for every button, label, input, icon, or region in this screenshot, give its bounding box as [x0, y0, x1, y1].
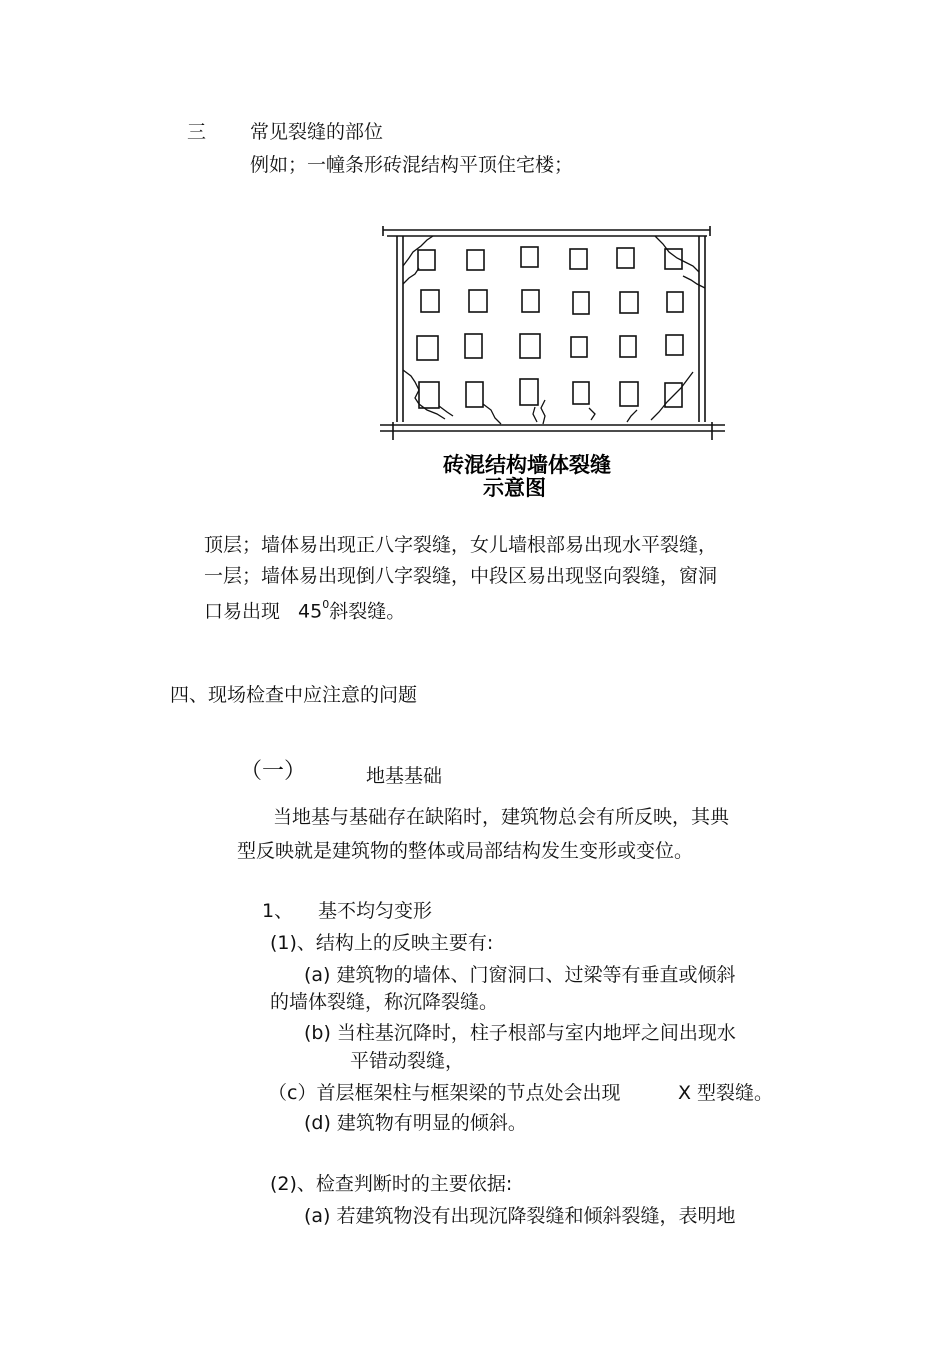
crack-lines [403, 236, 705, 424]
item-title: 基不均匀变形 [318, 900, 433, 922]
subsection-para-line-1: 当地基与基础存在缺陷时，建筑物总会有所反映，其典 [273, 806, 730, 828]
item-d-line: (d) 建筑物有明显的倾斜。 [304, 1112, 527, 1134]
section-number: 三 [187, 121, 207, 143]
section-4-title: 四、现场检查中应注意的问题 [170, 684, 418, 706]
angle-value: 45 [298, 600, 323, 623]
crack-bottom-right-2 [627, 410, 637, 422]
window [620, 336, 636, 357]
figure-caption-line2: 示意图 [483, 476, 546, 500]
degree-superscript: 0 [322, 598, 330, 611]
crack-bottom-mid [533, 407, 537, 422]
description-line-3-suffix: 斜裂缝。 [329, 600, 406, 623]
window [620, 382, 638, 406]
sub1-title: (1)、结构上的反映主要有: [270, 932, 494, 954]
window [573, 382, 589, 404]
crack-bottom-mid-left [483, 404, 501, 424]
window [620, 292, 638, 313]
description-line-3 [204, 595, 405, 623]
section-title: 常见裂缝的部位 [250, 121, 384, 143]
window [467, 250, 484, 270]
window [617, 248, 634, 268]
figure-caption-line1: 砖混结构墙体裂缝 [443, 453, 611, 477]
window [417, 336, 438, 360]
window [666, 335, 683, 355]
item-a-line-2: 的墙体裂缝，称沉降裂缝。 [270, 991, 499, 1013]
window [573, 292, 589, 314]
example-text: 例如；一幢条形砖混结构平顶住宅楼； [250, 154, 574, 176]
crack-top-right [655, 236, 699, 272]
item-c-prefix: （c）首层框架柱与框架梁的节点处会出现 [268, 1082, 621, 1104]
item-a-line-1: (a) 建筑物的墙体、门窗洞口、过梁等有垂直或倾斜 [304, 964, 736, 986]
subsection-para-line-2: 型反映就是建筑物的整体或局部结构发生变形或变位。 [237, 840, 694, 862]
sub2-a-line-1: (a) 若建筑物没有出现沉降裂缝和倾斜裂缝，表明地 [304, 1205, 736, 1227]
window [521, 247, 538, 267]
window [469, 290, 487, 312]
item-number: 1、 [262, 900, 294, 922]
crack-top-right-2 [683, 276, 705, 288]
window [421, 290, 439, 312]
item-b-line-2: 平错动裂缝， [350, 1050, 465, 1072]
window [520, 379, 538, 405]
crack-top-left-2 [403, 268, 419, 284]
window [419, 382, 439, 408]
window [520, 334, 540, 358]
window [465, 334, 482, 358]
window [466, 382, 483, 407]
description-line-2: 一层；墙体易出现倒八字裂缝，中段区易出现竖向裂缝，窗洞 [204, 565, 718, 587]
building-crack-diagram [375, 222, 735, 507]
window [570, 249, 587, 269]
window [667, 292, 683, 312]
window [522, 290, 539, 312]
item-b-line-1: (b) 当柱基沉降时，柱子根部与室内地坪之间出现水 [304, 1022, 736, 1044]
crack-bottom-right-mid [589, 408, 595, 420]
item-c-suffix: X 型裂缝。 [678, 1082, 774, 1104]
crack-bottom-right [651, 372, 693, 420]
subsection-title: 地基基础 [366, 765, 443, 787]
crack-bottom-left-2 [439, 406, 453, 416]
window [571, 337, 587, 357]
crack-bottom-mid-2 [541, 400, 545, 424]
description-line-3-prefix: 口易出现 [204, 600, 281, 623]
sub2-title: (2)、检查判断时的主要依据: [270, 1173, 513, 1195]
subsection-number: （一） [240, 759, 307, 784]
description-line-1: 顶层；墙体易出现正八字裂缝，女儿墙根部易出现水平裂缝， [204, 534, 718, 556]
window [418, 250, 435, 270]
